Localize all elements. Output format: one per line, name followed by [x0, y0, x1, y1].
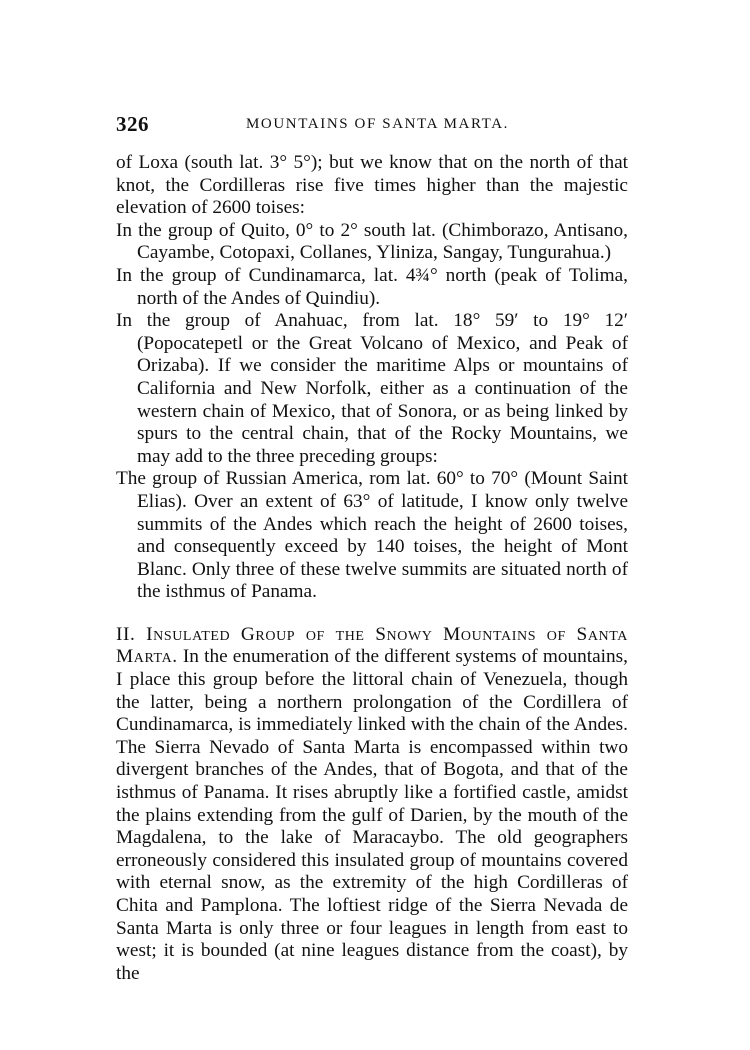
group-russian-america: The group of Russian America, rom lat. 60° to 70° (Mount Saint Elias). Over an extent of 63° of latitude, I know only twelve summits of the Andes which reach the height of 2600 toises, and consequently exceed by 140 toises, the height of Mont Blanc. Only three of these twelve summits are situated north of the isthmus of Panama. [116, 468, 628, 603]
page-number: 326 [116, 112, 149, 136]
running-title: MOUNTAINS OF SANTA MARTA. [246, 116, 510, 132]
section-spacer [116, 604, 628, 624]
group-quito: In the group of Quito, 0° to 2° south lat. (Chimborazo, Antisano, Cayambe, Cotopaxi, Collanes, Yliniza, Sangay, Tungurahua.) [116, 219, 628, 264]
intro-paragraph: of Loxa (south lat. 3° 5°); but we know that on the north of that knot, the Cordilleras rise five times higher than the majestic elevation of 2600 toises: [116, 152, 628, 219]
group-cundinamarca: In the group of Cundinamarca, lat. 4¾° north (peak of Tolima, north of the Andes of Quindiu). [116, 264, 628, 309]
section-heading: II. Insulated Group of the Snowy Mountains of Santa Marta. [116, 623, 628, 668]
group-anahuac: In the group of Anahuac, from lat. 18° 59′ to 19° 12′ (Popocatepetl or the Great Volcano of Mexico, and Peak of Orizaba). If we consider the maritime Alps or mountains of California and New Norfolk, either as a continuation of the western chain of Mexico, that of Sonora, or as being linked by spurs to the central chain, that of the Rocky Mountains, we may add to the three preceding groups: [116, 310, 628, 467]
running-header [116, 112, 636, 142]
section-text: In the enumeration of the different systems of mountains, I place this group before the littoral chain of Venezuela, though the latter, being a northern prolongation of the Cordillera of Cundinamarca, is immediately linked with the chain of the Andes. The Sierra Nevado of Santa Marta is encompassed within two divergent branches of the Andes, that of Bogota, and that of the isthmus of Panama. It rises abruptly like a fortified castle, amidst the plains extending from the gulf of Darien, by the mouth of the Magdalena, to the lake of Maracaybo. The old geographers erroneously considered this insulated group of mountains covered with eternal snow, as the extremity of the high Cordilleras of Chita and Pamplona. The loftiest ridge of the Sierra Nevada de Santa Marta is only three or four leagues in length from east to west; it is bounded (at nine leagues distance from the coast), by the [116, 646, 628, 984]
section-paragraph [116, 624, 628, 986]
body-text [116, 152, 628, 985]
